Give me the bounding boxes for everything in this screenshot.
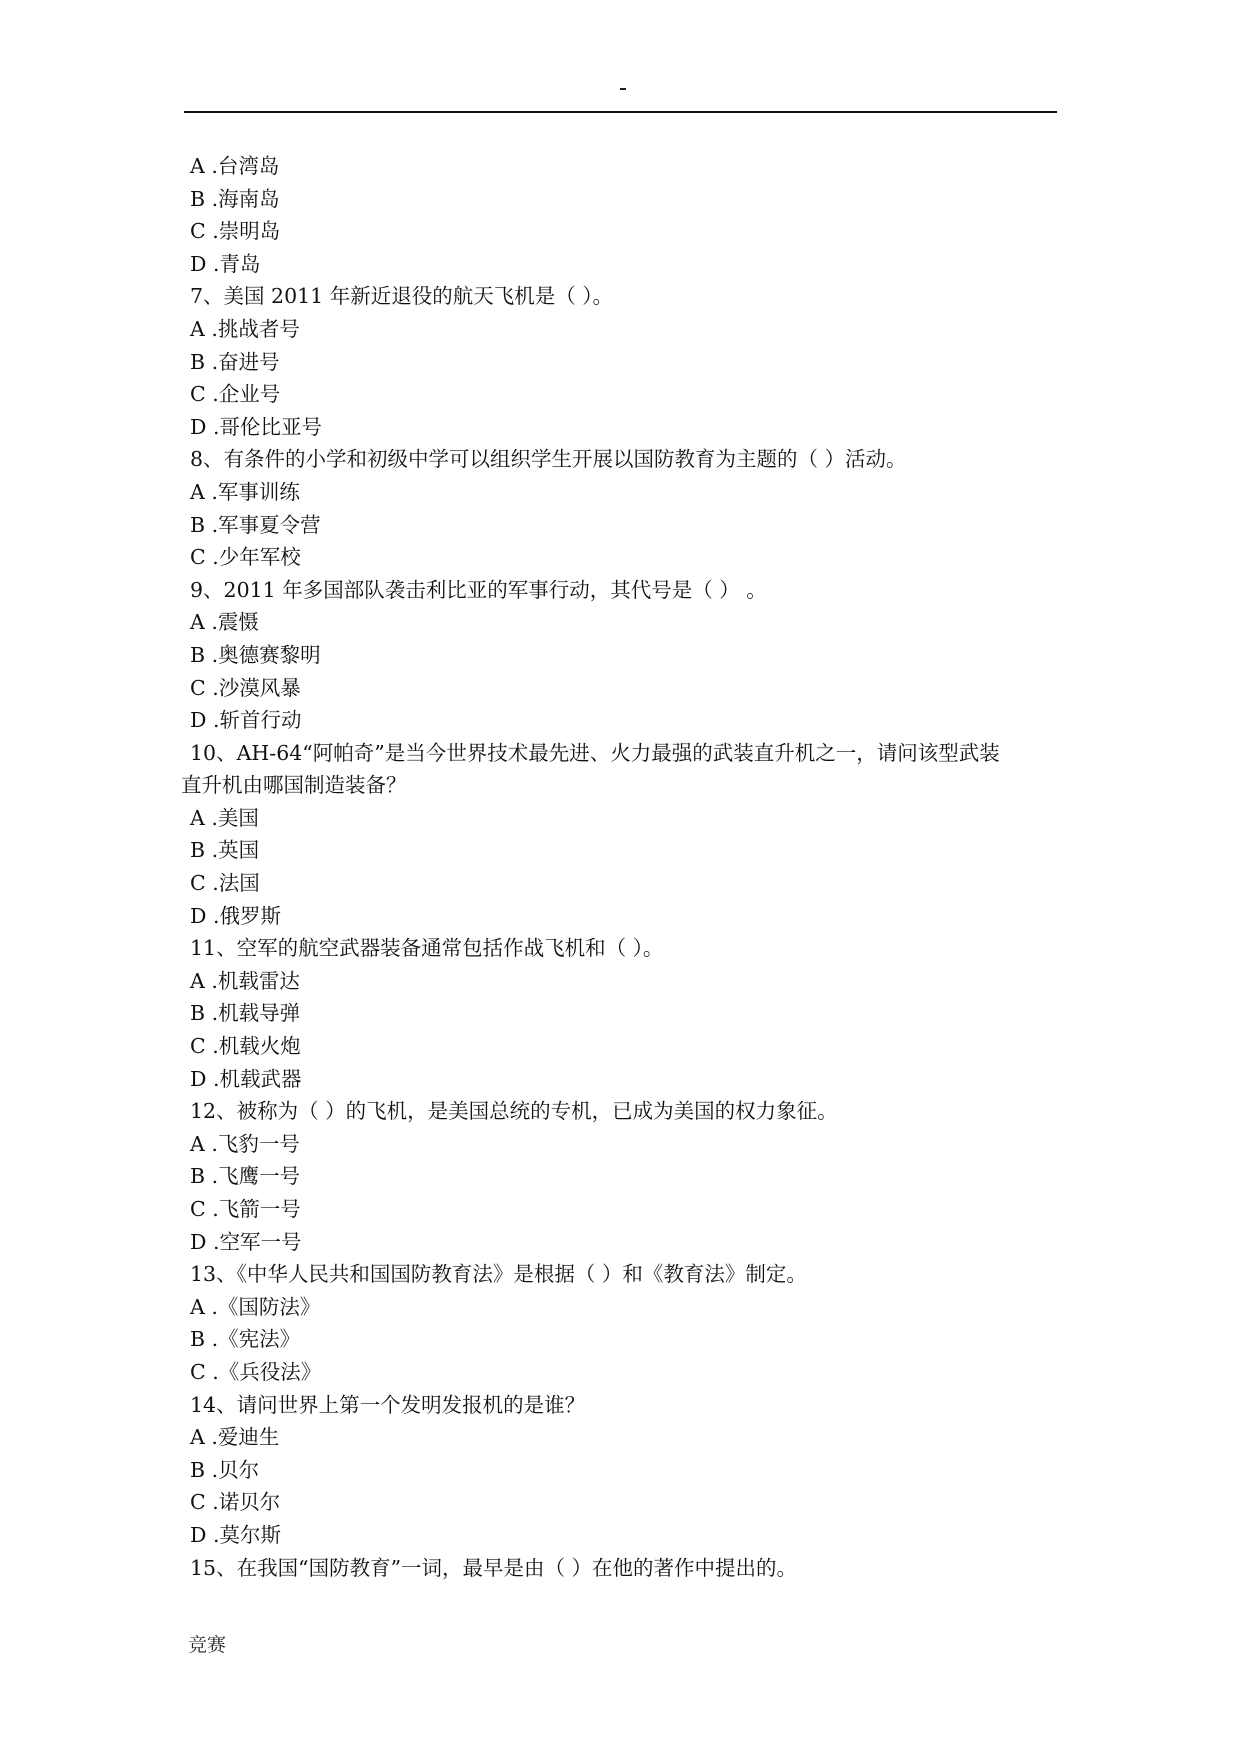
option-line: B .奥德赛黎明 [190,642,321,667]
option-line: D .斩首行动 [190,708,302,733]
question-line: 12、被称为（ ）的飞机，是美国总统的专机，已成为美国的权力象征。 [190,1099,838,1124]
option-line: D .哥伦比亚号 [190,414,322,439]
option-line: A .飞豹一号 [190,1131,300,1156]
option-line: C .崇明岛 [190,219,281,244]
option-line: B .海南岛 [190,186,280,211]
option-line: D .青岛 [190,251,261,276]
option-line: A .挑战者号 [190,316,300,341]
option-line: C .法国 [190,871,260,896]
question-line: 10、AH-64“阿帕奇”是当今世界技术最先进、火力最强的武装直升机之一，请问该型武装 [190,740,1000,765]
footer-text: 竞赛 [188,1634,227,1656]
option-line: C .飞箭一号 [190,1197,301,1221]
option-line: C .机载火炮 [190,1034,301,1059]
option-line: A .爱迪生 [190,1425,280,1450]
option-line: A .震慑 [190,610,259,635]
header-dash [620,88,626,90]
option-line: C .沙漠风暴 [190,675,301,700]
option-line: A .美国 [190,805,259,830]
option-line: A .机载雷达 [190,968,300,993]
header-rule [184,111,1057,113]
question-line: 9、2011 年多国部队袭击利比亚的军事行动，其代号是（ ） 。 [190,577,767,602]
option-line: A .《国防法》 [190,1294,321,1319]
question-line-continued: 直升机由哪国制造装备？ [181,773,407,798]
option-line: B .《宪法》 [190,1327,301,1352]
option-line: B .军事夏令营 [190,512,321,537]
question-line: 15、在我国“国防教育”一词，最早是由（ ）在他的著作中提出的。 [190,1555,798,1580]
option-line: B .贝尔 [190,1457,260,1482]
option-line: D .莫尔斯 [190,1522,281,1547]
option-line: C .少年军校 [190,545,301,570]
question-line: 7、美国 2011 年新近退役的航天飞机是（ ）。 [190,284,614,309]
option-line: C .诺贝尔 [190,1490,281,1515]
option-line: D .空军一号 [190,1229,302,1254]
option-line: C .企业号 [190,382,281,407]
option-line: B .英国 [190,838,260,863]
option-line: A .军事训练 [190,479,300,504]
document-body [181,150,1060,1584]
option-line: C .《兵役法》 [190,1359,322,1384]
question-line: 11、空军的航空武器装备通常包括作战飞机和（ ）。 [190,936,664,961]
question-10 [181,737,1060,802]
question-line: 8、有条件的小学和初级中学可以组织学生开展以国防教育为主题的（ ）活动。 [190,447,907,472]
option-line: B .飞鹰一号 [190,1164,301,1189]
option-line: B .奋进号 [190,349,280,374]
question-line: 13、《中华人民共和国国防教育法》是根据（ ）和《教育法》制定。 [190,1262,807,1287]
option-line: D .机载武器 [190,1066,302,1091]
question-line: 14、请问世界上第一个发明发报机的是谁？ [190,1392,586,1417]
option-line: D .俄罗斯 [190,903,281,928]
option-line: B .机载导弹 [190,1001,301,1026]
option-line: A .台湾岛 [190,154,280,178]
